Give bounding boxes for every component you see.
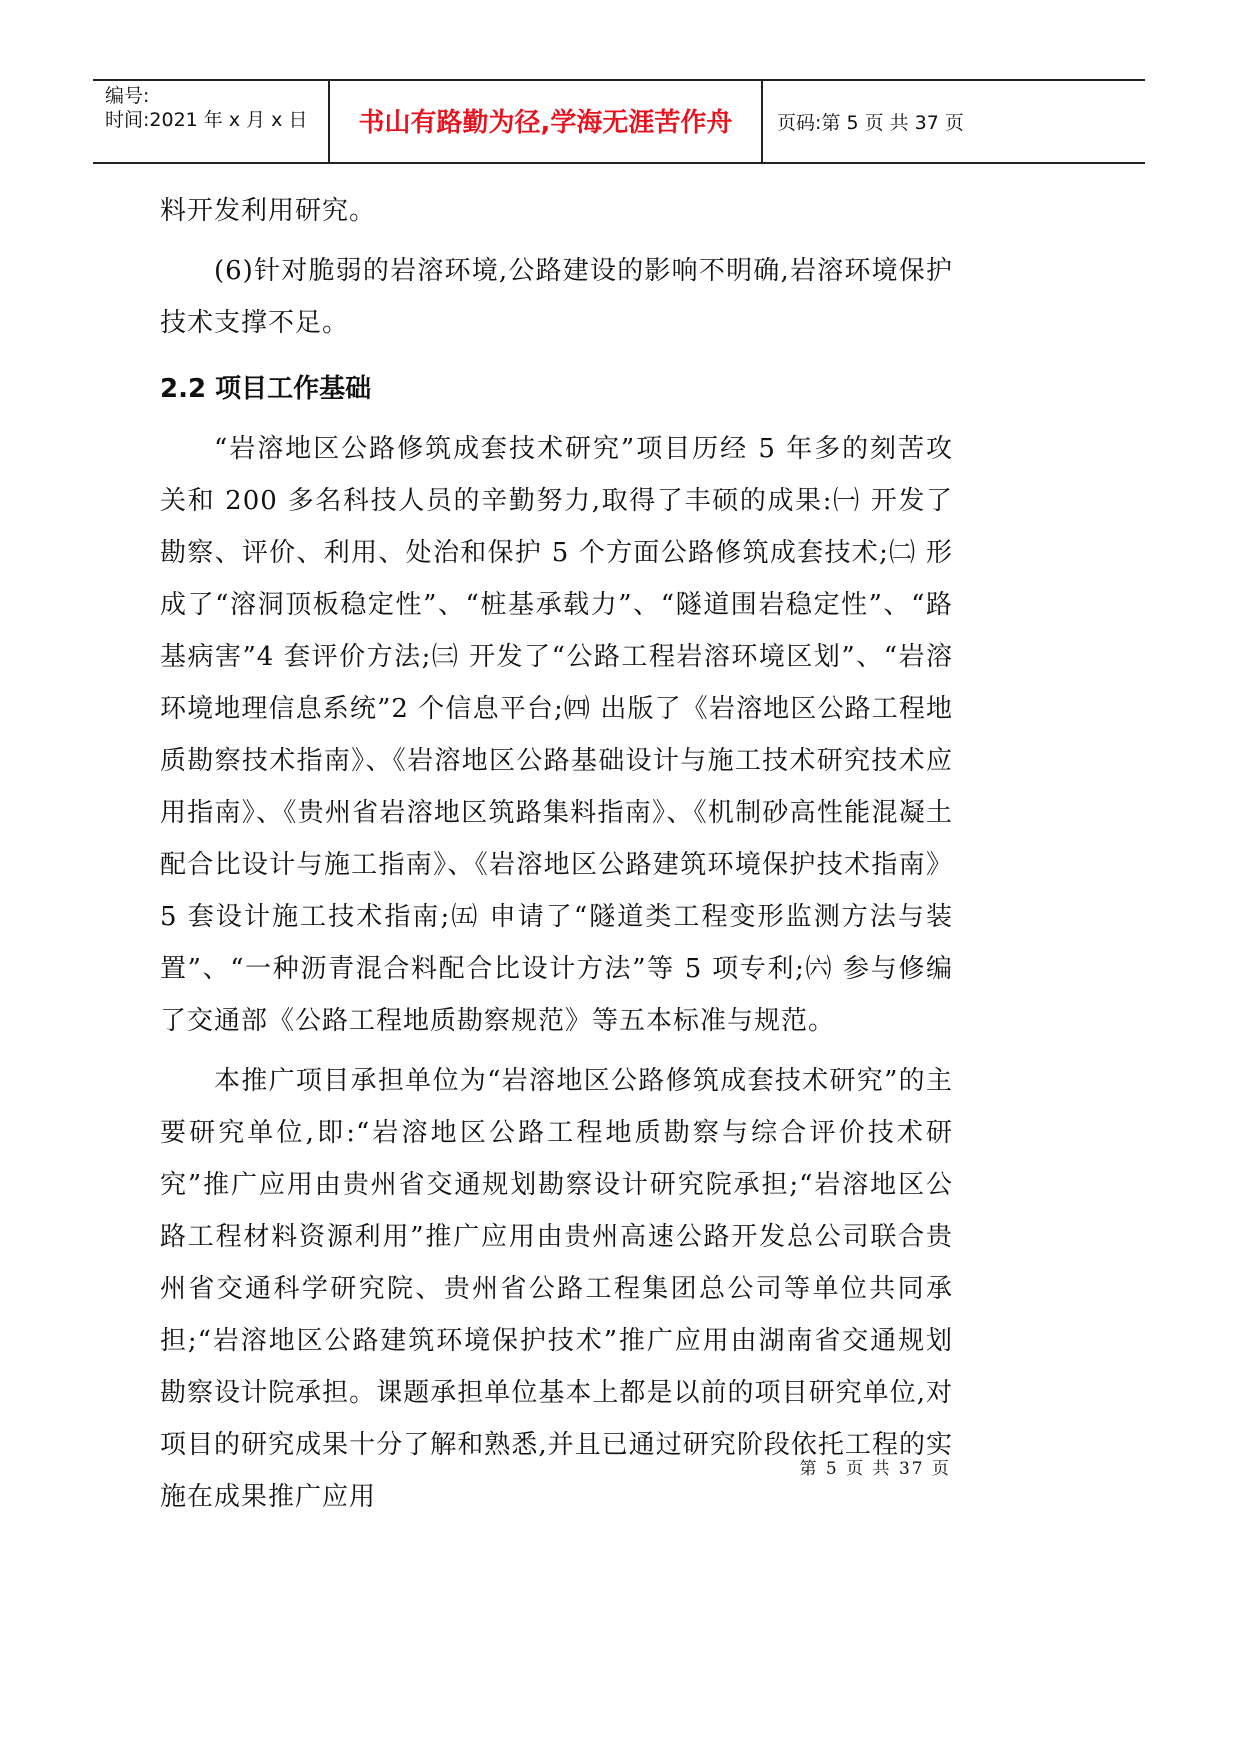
- document-time-label: 时间:2021 年 x 月 x 日: [105, 109, 308, 131]
- header-page-cell: [763, 81, 1145, 162]
- section-heading: 2.2 项目工作基础: [160, 374, 372, 404]
- header-motto: 书山有路勤为径,学海无涯苦作舟: [358, 108, 733, 138]
- header-meta-cell: [93, 81, 328, 162]
- paragraph-continued: 料开发利用研究。: [160, 196, 377, 226]
- paragraph-item-6: (6)针对脆弱的岩溶环境,公路建设的影响不明确,岩溶环境保护技术支撑不足。: [160, 256, 953, 338]
- paragraph-units: 本推广项目承担单位为“岩溶地区公路修筑成套技术研究”的主要研究单位,即:“岩溶地区公路工程地质勘察与综合评价技术研究”推广应用由贵州省交通规划勘察设计研究院承担;“岩溶地区公路工程材料资源利用”推广应用由贵州高速公路开发总公司联合贵州省交通科学研究院、贵州省公路工程集团总公司等单位共同承担;“岩溶地区公路建筑环境保护技术”推广应用由湖南省交通规划勘察设计院承担。课题承担单位基本上都是以前的项目研究单位,对项目的研究成果十分了解和熟悉,并且已通过研究阶段依托工程的实施在成果推广应用: [160, 1066, 953, 1512]
- page-header: [93, 79, 1145, 164]
- header-motto-cell: [328, 81, 763, 162]
- page-footer-number: 第 5 页 共 37 页: [799, 1459, 951, 1479]
- header-page-info: 页码:第 5 页 共 37 页: [777, 112, 964, 134]
- paragraph-foundation: “岩溶地区公路修筑成套技术研究”项目历经 5 年多的刻苦攻关和 200 多名科技人员的辛勤努力,取得了丰硕的成果:㈠ 开发了勘察、评价、利用、处治和保护 5 个方面公路修筑成套技术;㈡ 形成了“溶洞顶板稳定性”、“桩基承载力”、“隧道围岩稳定性”、“路基病害”4 套评价方法;㈢ 开发了“公路工程岩溶环境区划”、“岩溶环境地理信息系统”2 个信息平台;㈣ 出版了《岩溶地区公路工程地质勘察技术指南》、《岩溶地区公路基础设计与施工技术研究技术应用指南》、《贵州省岩溶地区筑路集料指南》、《机制砂高性能混凝土配合比设计与施工指南》、《岩溶地区公路建筑环境保护技术指南》5 套设计施工技术指南;㈤ 申请了“隧道类工程变形监测方法与装置”、“一种沥青混合料配合比设计方法”等 5 项专利;㈥ 参与修编了交通部《公路工程地质勘察规范》等五本标准与规范。: [160, 434, 953, 1036]
- document-code-label: 编号:: [105, 85, 150, 107]
- document-body: [160, 185, 953, 1523]
